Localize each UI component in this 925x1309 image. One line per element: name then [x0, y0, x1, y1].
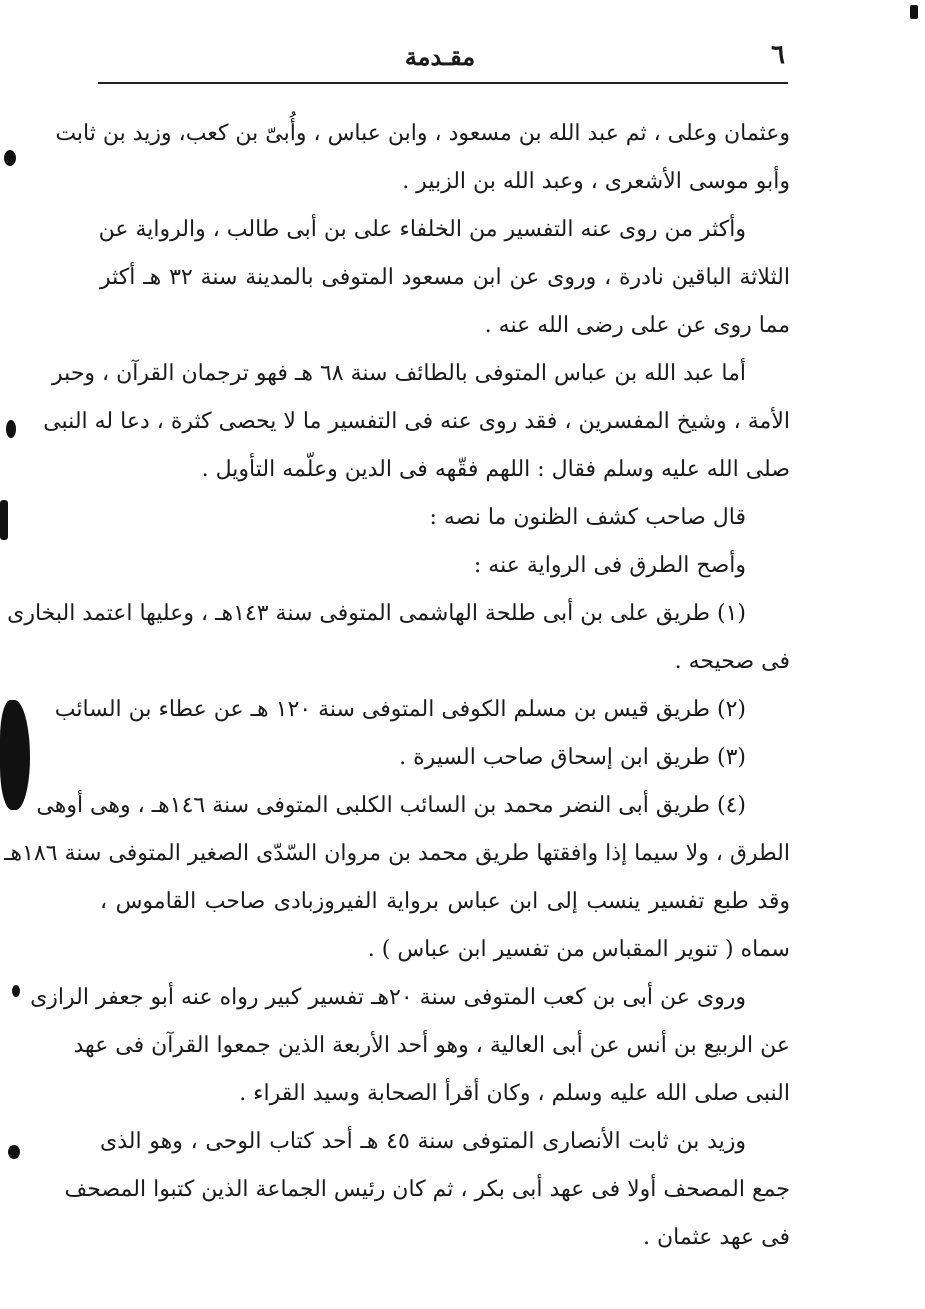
text-line: (١) طريق على بن أبى طلحة الهاشمى المتوفى سنة ١٤٣هـ ، وعليها اعتمد البخارى — [7, 601, 746, 626]
text-line: وأصح الطرق فى الرواية عنه : — [473, 553, 746, 578]
text-line: (٢) طريق قيس بن مسلم الكوفى المتوفى سنة ١٢٠ هـ عن عطاء بن السائب — [54, 697, 746, 722]
paragraph — [100, 542, 790, 590]
running-title: مقـدمة — [404, 42, 476, 71]
text-line: قال صاحب كشف الظنون ما نصه : — [429, 505, 746, 530]
paragraph — [54, 686, 790, 734]
text-line: وعثمان وعلى ، ثم عبد الله بن مسعود ، وابن عباس ، وأُبىّ بن كعب، وزيد بن ثابت — [55, 121, 790, 146]
text-line: (٣) طريق ابن إسحاق صاحب السيرة . — [399, 745, 746, 770]
text-line: النبى صلى الله عليه وسلم ، وكان أقرأ الصحابة وسيد القراء . — [239, 1081, 790, 1106]
text-line: وقد طبع تفسير ينسب إلى ابن عباس برواية الفيروزبادى صاحب القاموس ، — [100, 889, 790, 914]
paragraph — [30, 974, 790, 1118]
header-rule — [98, 82, 788, 84]
text-line: عن الربيع بن أنس عن أبى العالية ، وهو أحد الأربعة الذين جمعوا القرآن فى عهد — [73, 1033, 790, 1058]
body-text — [4, 110, 790, 1262]
paragraph — [43, 350, 790, 494]
scan-stain — [0, 700, 30, 810]
text-line: فى عهد عثمان . — [643, 1225, 790, 1250]
text-line: الطرق ، ولا سيما إذا وافقتها طريق محمد بن مروان السّدّى الصغير المتوفى سنة ١٨٦هـ — [4, 841, 790, 866]
scan-speck — [6, 420, 16, 438]
paragraph — [7, 590, 790, 686]
text-line: وأكثر من روى عنه التفسير من الخلفاء على بن أبى طالب ، والرواية عن — [98, 217, 746, 242]
paragraph — [100, 734, 790, 782]
paragraph — [100, 494, 790, 542]
scan-speck — [0, 500, 8, 540]
text-line: (٤) طريق أبى النضر محمد بن السائب الكلبى المتوفى سنة ١٤٦هـ ، وهى أوهى — [36, 793, 746, 818]
text-line: مما روى عن على رضى الله عنه . — [484, 313, 790, 338]
paragraph — [100, 206, 790, 350]
text-line: وأبو موسى الأشعرى ، وعبد الله بن الزبير . — [402, 169, 790, 194]
paragraph — [55, 110, 790, 206]
text-line: فى صحيحه . — [674, 649, 790, 674]
paragraph — [64, 1118, 790, 1262]
text-line: أما عبد الله بن عباس المتوفى بالطائف سنة ٦٨ هـ فهو ترجمان القرآن ، وحبر — [52, 361, 746, 386]
scan-speck — [4, 150, 16, 166]
text-line: الثلاثة الباقين نادرة ، وروى عن ابن مسعود المتوفى بالمدينة سنة ٣٢ هـ أكثر — [100, 265, 790, 290]
text-line: وزيد بن ثابت الأنصارى المتوفى سنة ٤٥ هـ أحد كتاب الوحى ، وهو الذى — [100, 1129, 746, 1154]
page-header — [95, 38, 785, 78]
scan-speck — [8, 1145, 20, 1159]
page-number: ٦ — [771, 40, 785, 70]
text-line: الأمة ، وشيخ المفسرين ، فقد روى عنه فى التفسير ما لا يحصى كثرة ، دعا له النبى — [43, 409, 790, 434]
text-line: وروى عن أبى بن كعب المتوفى سنة ٢٠هـ تفسير كبير رواه عنه أبو جعفر الرازى — [30, 985, 746, 1010]
scan-speck — [12, 985, 20, 997]
scan-speck — [910, 5, 918, 19]
paragraph — [4, 782, 790, 974]
text-line: جمع المصحف أولا فى عهد أبى بكر ، ثم كان رئيس الجماعة الذين كتبوا المصحف — [64, 1177, 790, 1202]
text-line: سماه ( تنوير المقباس من تفسير ابن عباس ) . — [367, 937, 790, 962]
text-line: صلى الله عليه وسلم فقال : اللهم فقّهه فى الدين وعلّمه التأويل . — [201, 457, 790, 482]
